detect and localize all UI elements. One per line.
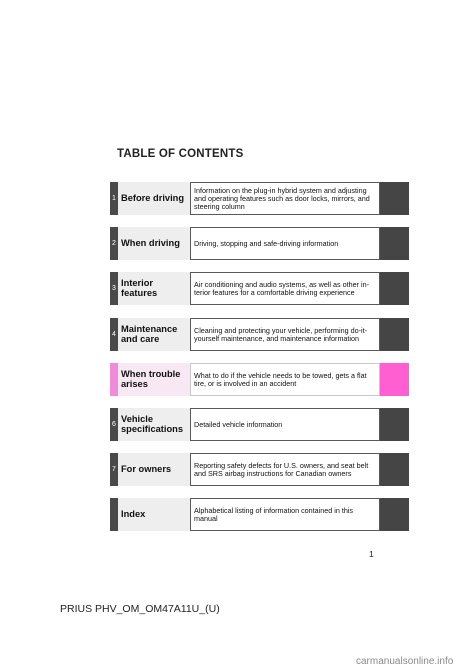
toc-title: TABLE OF CONTENTS <box>117 148 244 160</box>
toc-row-before-driving[interactable] <box>110 182 409 215</box>
tab-label: Before driving <box>118 182 190 215</box>
tab-number: 1 <box>110 182 118 215</box>
tab-description: Information on the plug-in hybrid system and adjusting and operating features such as door locks, mirrors, and steering column <box>190 182 380 215</box>
tab-number: 5 <box>110 363 118 396</box>
tab-description: What to do if the vehicle needs to be towed, gets a flat tire, or is involved in an accident <box>190 363 380 396</box>
watermark: carmanualsonline.info <box>356 656 454 667</box>
thumb-tab-marker <box>380 453 409 486</box>
tab-label: For owners <box>118 453 190 486</box>
tab-description: Reporting safety defects for U.S. owners, and seat belt and SRS airbag instructions for Canadian owners <box>190 453 380 486</box>
thumb-tab-marker <box>380 363 409 396</box>
tab-description: Cleaning and protecting your vehicle, performing do-it-yourself maintenance, and maintenance information <box>190 318 380 351</box>
footer-document-code: PRIUS PHV_OM_OM47A11U_(U) <box>60 603 220 615</box>
toc-row-when-driving[interactable] <box>110 227 409 260</box>
tab-number: 2 <box>110 227 118 260</box>
tab-number: 4 <box>110 318 118 351</box>
tab-number: 3 <box>110 272 118 305</box>
toc-row-maintenance-and-care[interactable] <box>110 318 409 351</box>
tab-label: When driving <box>118 227 190 260</box>
toc-row-interior-features[interactable] <box>110 272 409 305</box>
tab-number: 6 <box>110 408 118 441</box>
thumb-tab-marker <box>380 408 409 441</box>
tab-label: Vehicle specifications <box>118 408 190 441</box>
tab-description: Air conditioning and audio systems, as well as other in-terior features for a comfortable driving experience <box>190 272 380 305</box>
tab-description: Driving, stopping and safe-driving information <box>190 227 380 260</box>
toc-row-index[interactable] <box>110 498 409 531</box>
tab-label: When trouble arises <box>118 363 190 396</box>
toc-row-when-trouble-arises[interactable] <box>110 363 409 396</box>
toc-row-vehicle-specifications[interactable] <box>110 408 409 441</box>
tab-number: 7 <box>110 453 118 486</box>
thumb-tab-marker <box>380 498 409 531</box>
thumb-tab-marker <box>380 318 409 351</box>
tab-label: Maintenance and care <box>118 318 190 351</box>
tab-description: Alphabetical listing of information contained in this manual <box>190 498 380 531</box>
tab-number <box>110 498 118 531</box>
toc-row-for-owners[interactable] <box>110 453 409 486</box>
tab-description: Detailed vehicle information <box>190 408 380 441</box>
tab-label: Interior features <box>118 272 190 305</box>
tab-label: Index <box>118 498 190 531</box>
thumb-tab-marker <box>380 227 409 260</box>
page-number: 1 <box>369 549 374 559</box>
thumb-tab-marker <box>380 272 409 305</box>
thumb-tab-marker <box>380 182 409 215</box>
